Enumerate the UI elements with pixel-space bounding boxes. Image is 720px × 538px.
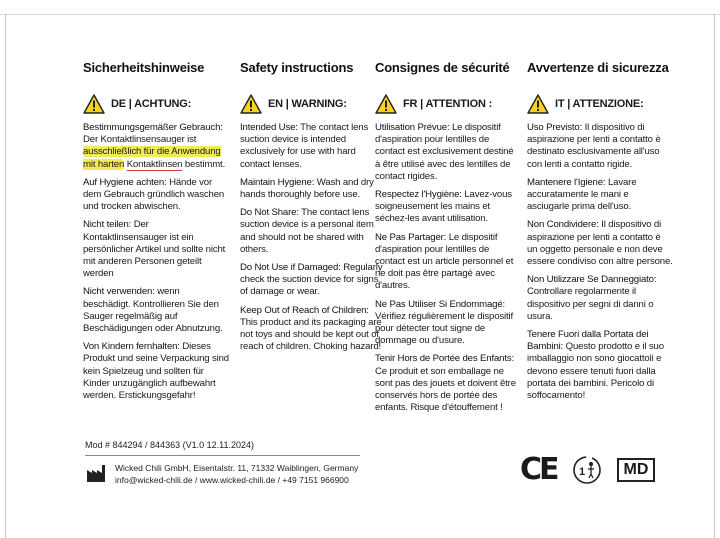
section-heading: Uso Previsto: <box>527 122 583 133</box>
warning-header <box>240 93 386 115</box>
instruction-section <box>240 207 386 256</box>
section-text: Questo prodotto e il suo imballaggio non sono giocattoli e devono essere tenuti fuori dalla portata dei bambini. Pericolo di soffocamento! <box>527 341 664 402</box>
svg-text:1: 1 <box>578 465 585 478</box>
underlined-text: Kontaktlinsen <box>126 158 183 170</box>
warning-label: FR | ATTENTION : <box>403 98 493 110</box>
instruction-section <box>240 177 386 201</box>
section-heading: Do Not Use if Damaged: <box>240 262 341 274</box>
section-text: Il dispositivo di aspirazione per lenti a contatto è un oggetto personale e non deve essere condiviso con altre persone. <box>527 219 673 268</box>
factory-icon <box>85 462 107 484</box>
section-heading: Mantenere l'Igiene: <box>527 176 606 188</box>
warning-label: DE | ACHTUNG: <box>111 98 192 110</box>
warning-icon <box>240 94 262 114</box>
instruction-section <box>83 286 229 335</box>
instruction-section <box>375 353 521 414</box>
section-text: This product and its packaging are not toys and should be kept out of reach of children. Choking hazard! <box>240 316 382 353</box>
section-text: The contact lens suction device is a personal item and should not be shared with others. <box>240 207 374 255</box>
warning-header <box>527 93 673 115</box>
instruction-section <box>83 341 229 402</box>
section-heading: Tenere Fuori dalla Portata dei Bambini: <box>527 329 649 353</box>
section-heading: Utilisation Prévue: <box>375 122 450 133</box>
instruction-section <box>375 299 521 348</box>
single-patient-multiple-use-icon <box>571 454 603 486</box>
top-border <box>0 0 720 15</box>
instruction-section <box>240 262 386 299</box>
section-heading: Intended Use: <box>240 122 298 133</box>
warning-icon <box>375 94 397 114</box>
section-text: Lavare accuratamente le mani e asciugarle prima dell'uso. <box>527 176 637 213</box>
column-title: Safety instructions <box>240 60 354 75</box>
section-heading: Bestimmungsgemäßer Gebrauch: <box>83 122 223 133</box>
section-heading: Tenir Hors de Portée des Enfants: <box>375 353 515 365</box>
column-title: Avvertenze di sicurezza <box>527 60 669 75</box>
section-text: Wash and dry hands thoroughly before use. <box>240 176 374 201</box>
instruction-section <box>527 274 673 323</box>
instruction-section <box>527 219 673 268</box>
company-contact: info@wicked-chili.de / www.wicked-chili.de / +49 7151 966900 <box>115 475 349 485</box>
section-heading: Von Kindern fernhalten: <box>83 341 180 353</box>
section-heading: Auf Hygiene achten: <box>83 176 167 188</box>
section-text: The contact lens suction device is intended exclusively for use with hard contact lenses. <box>240 122 369 170</box>
instruction-section <box>527 329 673 402</box>
footer-divider <box>85 455 360 456</box>
section-text: Il dispositivo di aspirazione per lenti a contatto è destinato esclusivamente all'uso con lenti a contatto rigide. <box>527 122 661 170</box>
warning-header <box>83 93 229 115</box>
section-text: Dieses Produkt und seine Verpackung sind kein Spielzeug und sollten für Kinder unzugänglich aufbewahrt werden. Erstickungsgefahr! <box>83 341 229 402</box>
company-info <box>115 462 358 486</box>
section-text: Der Kontaktlinsensauger ist ausschließlich für die Anwendung mit harten Kontaktlinsen bestimmt. <box>83 134 226 170</box>
right-border <box>714 14 720 538</box>
section-heading: Respectez l'Hygiène: <box>375 189 462 201</box>
model-number: Mod # 844294 / 844363 (V1.0 12.11.2024) <box>85 440 254 450</box>
company-address: Wicked Chili GmbH, Eisentalstr. 11, 71332 Waiblingen, Germany <box>115 463 359 473</box>
section-heading: Non Condividere: <box>527 219 599 231</box>
section-text: Vérifiez régulièrement le dispositif pour détecter tout signe de dommage ou d'usure. <box>375 310 514 347</box>
warning-label: IT | ATTENZIONE: <box>555 98 644 110</box>
instructions-column <box>375 60 521 420</box>
instruction-section <box>375 232 521 293</box>
section-text: Controllare regolarmente il dispositivo per segni di danni o usura. <box>527 286 654 322</box>
section-heading: Ne Pas Partager: <box>375 231 447 243</box>
warning-header <box>375 93 521 115</box>
instructions-column <box>240 60 386 359</box>
instruction-section <box>83 177 229 214</box>
medical-device-mark: MD <box>617 458 656 482</box>
section-text: Regularly check the suction device for signs of damage or wear. <box>240 262 383 298</box>
section-heading: Nicht verwenden: <box>83 286 155 298</box>
highlighted-text: ausschließlich für die Anwendung mit harten <box>83 146 221 170</box>
section-heading: Do Not Share: <box>240 207 299 219</box>
section-text: Hände vor dem Gebrauch gründlich waschen und trocken abwischen. <box>83 176 225 213</box>
column-title: Consignes de sécurité <box>375 60 510 75</box>
section-heading: Ne Pas Utiliser Si Endommagé: <box>375 298 506 310</box>
section-text: Ce produit et son emballage ne sont pas des jouets et doivent être conservés hors de portée des enfants. Risque d'étouffement ! <box>375 365 516 414</box>
section-text: wenn beschädigt. Kontrollieren Sie den Sauger regelmäßig auf Beschädigungen oder Abnutzung. <box>83 286 223 335</box>
section-text: Der Kontaktlinsensauger ist ein persönlicher Artikel und sollte nicht mit anderen Personen geteilt werden <box>83 219 226 280</box>
instruction-section <box>375 189 521 226</box>
regulatory-symbols <box>520 452 655 487</box>
section-text: Le dispositif d'aspiration pour lentilles de contact est exclusivement destiné à être utilisé avec des lentilles de contact rigides. <box>375 122 514 182</box>
warning-icon <box>527 94 549 114</box>
column-title: Sicherheitshinweise <box>83 60 205 75</box>
instruction-section <box>240 305 386 354</box>
instruction-section <box>83 122 229 171</box>
instruction-section <box>527 177 673 214</box>
warning-label: EN | WARNING: <box>268 98 347 110</box>
instructions-column <box>527 60 673 408</box>
section-heading: Maintain Hygiene: <box>240 176 315 188</box>
section-heading: Non Utilizzare Se Danneggiato: <box>527 274 657 286</box>
section-heading: Nicht teilen: <box>83 219 132 231</box>
instruction-section <box>375 122 521 183</box>
ce-mark: CE <box>520 452 557 487</box>
instructions-column <box>83 60 229 408</box>
left-border <box>0 14 6 538</box>
instruction-section <box>527 122 673 171</box>
warning-icon <box>83 94 105 114</box>
section-text: Le dispositif d'aspiration pour lentilles de contact est un article personnel et ne doit pas être partagé avec d'autres. <box>375 231 514 292</box>
instruction-section <box>240 122 386 171</box>
section-heading: Keep Out of Reach of Children: <box>240 304 369 316</box>
instruction-section <box>83 219 229 280</box>
section-text: Lavez-vous soigneusement les mains et séchez-les avant utilisation. <box>375 189 512 225</box>
